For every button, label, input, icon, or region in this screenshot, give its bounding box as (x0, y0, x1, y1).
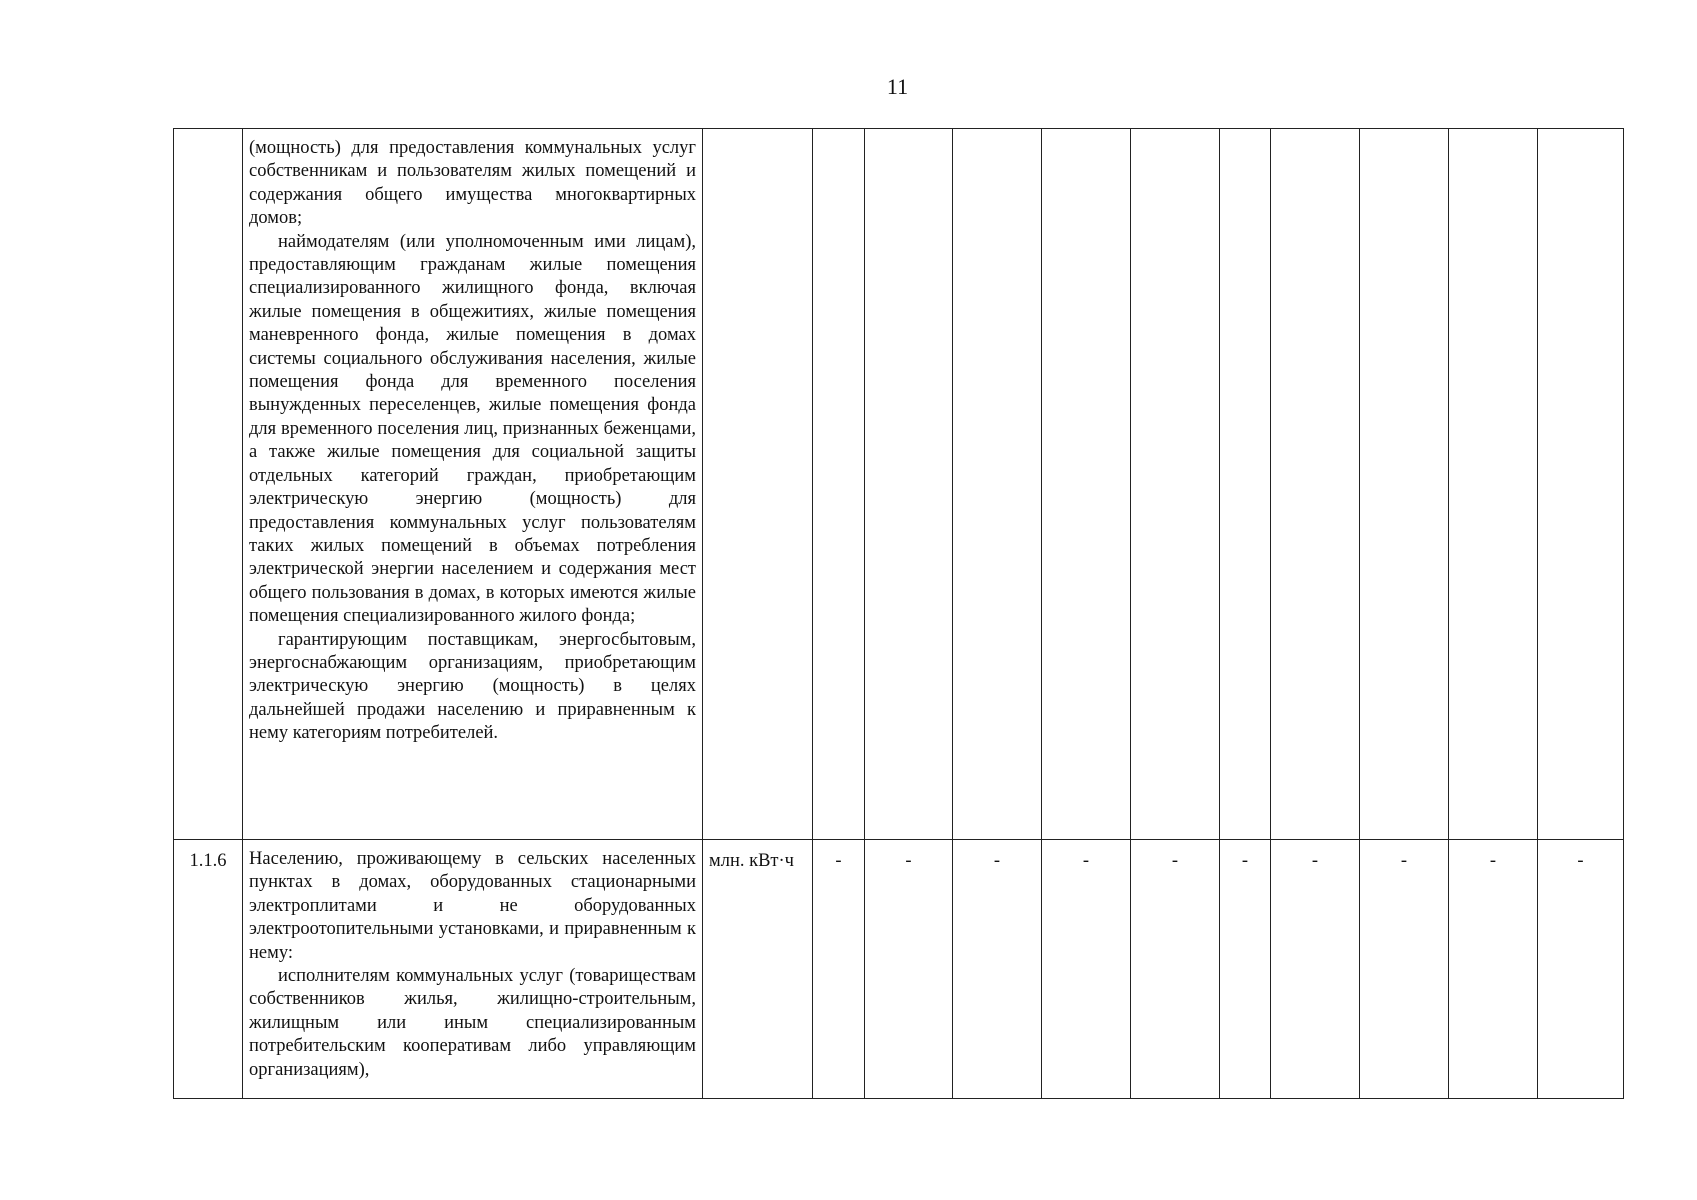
value-cell (1042, 129, 1131, 840)
value-cell (1220, 129, 1271, 840)
value-cell: - (1220, 840, 1271, 1099)
value-cell: - (953, 840, 1042, 1099)
page-number: 11 (886, 74, 909, 99)
value-cell (1360, 129, 1449, 840)
value-cell (1131, 129, 1220, 840)
row-number: 1.1.6 (174, 840, 243, 1099)
row-unit: млн. кВт·ч (703, 840, 813, 1099)
value-cell (865, 129, 953, 840)
value-cell: - (1042, 840, 1131, 1099)
value-cell: - (865, 840, 953, 1099)
paragraph: исполнителям коммунальных услуг (товариществам собственников жилья, жилищно-строительным, жилищным или иным специализированным потребительским кооперативам либо управляющим организациям), (249, 966, 696, 1080)
table-row (174, 840, 1624, 1099)
value-cell: - (1449, 840, 1538, 1099)
value-cell (813, 129, 865, 840)
value-cell: - (1131, 840, 1220, 1099)
value-cell (953, 129, 1042, 840)
row-description (243, 840, 703, 1099)
value-cell: - (1271, 840, 1360, 1099)
table-row (174, 129, 1624, 840)
paragraph: Населению, проживающему в сельских населенных пунктах в домах, оборудованных стационарными электроплитами и не оборудованных электроотопительными установками, и приравненным к нему: (249, 849, 696, 963)
paragraph: (мощность) для предоставления коммунальных услуг собственникам и пользователям жилых помещений и содержания общего имущества многоквартирных домов; (249, 138, 696, 229)
value-cell: - (1538, 840, 1624, 1099)
paragraph: гарантирующим поставщикам, энергосбытовым, энергоснабжающим организациям, приобретающим электрическую энергию (мощность) в целях дальнейшей продажи населению и приравненным к нему категориям потребителей. (249, 629, 696, 744)
row-unit (703, 129, 813, 840)
value-cell (1271, 129, 1360, 840)
value-cell (1538, 129, 1624, 840)
row-description (243, 129, 703, 840)
data-table (173, 128, 1624, 1099)
paragraph: наймодателям (или уполномоченным ими лицам), предоставляющим гражданам жилые помещения специализированного жилищного фонда, включая жилые помещения в общежитиях, жилые помещения маневренного фонда, жилые помещения в домах системы социального обслуживания населения, жилые помещения фонда для временного поселения вынужденных переселенцев, жилые помещения фонда для временного поселения лиц, признанных беженцами, а также жилые помещения для социальной защиты отдельных категорий граждан, приобретающим электрическую энергию (мощность) для предоставления коммунальных услуг пользователям таких жилых помещений в объемах потребления электрической энергии населением и содержания мест общего пользования в домах, в которых имеются жилые помещения специализированного жилого фонда; (249, 231, 696, 627)
value-cell (1449, 129, 1538, 840)
row-number (174, 129, 243, 840)
value-cell: - (1360, 840, 1449, 1099)
value-cell: - (813, 840, 865, 1099)
